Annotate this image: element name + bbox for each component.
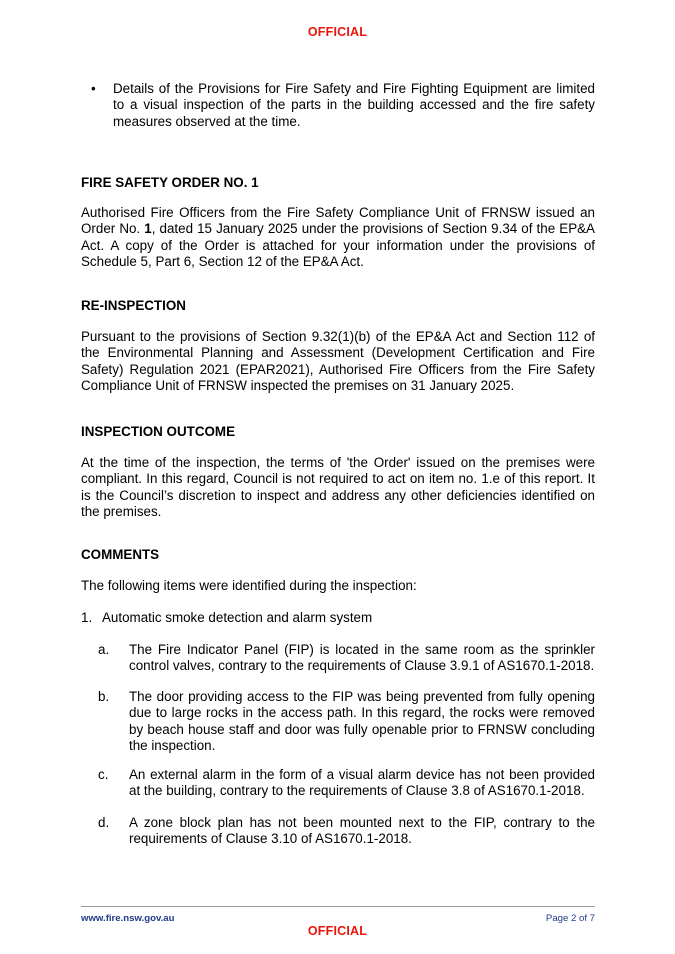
sub-item-letter: c. xyxy=(98,767,109,782)
section-body xyxy=(81,205,595,270)
sub-item-text: The Fire Indicator Panel (FIP) is located in the same room as the sprinkler control valves, contrary to the requirements of Clause 3.9.1 of AS1670.1-2018. xyxy=(129,642,595,674)
section-heading: RE-INSPECTION xyxy=(81,298,186,313)
order-paragraph xyxy=(81,205,595,270)
sub-item xyxy=(98,767,595,800)
order-number: 1 xyxy=(144,221,152,237)
footer-divider xyxy=(81,906,595,907)
sub-item-text: The door providing access to the FIP was being prevented from fully opening due to large rocks in the access path. In this regard, the rocks were removed by beach house staff and door was fully openable prior to FRNSW concluding the inspection. xyxy=(129,689,595,753)
numbered-item xyxy=(81,610,595,626)
sub-item-text: A zone block plan has not been mounted next to the FIP, contrary to the requirements of Clause 3.10 of AS1670.1-2018. xyxy=(129,815,595,847)
section-heading: FIRE SAFETY ORDER NO. 1 xyxy=(81,175,259,190)
sub-item-letter: d. xyxy=(98,815,110,830)
sub-item-letter: a. xyxy=(98,642,110,657)
bullet-item xyxy=(91,81,595,130)
classification-header: OFFICIAL xyxy=(307,25,368,39)
section-body xyxy=(81,455,595,520)
footer-page-number: Page 2 of 7 xyxy=(545,913,595,924)
section-comments xyxy=(81,547,595,563)
footer-website: www.fire.nsw.gov.au xyxy=(81,913,175,924)
sub-item xyxy=(98,815,595,848)
bullet-icon: • xyxy=(91,81,96,96)
item-title: Automatic smoke detection and alarm system xyxy=(102,610,373,625)
sub-item xyxy=(98,642,595,675)
outcome-paragraph: At the time of the inspection, the terms of 'the Order' issued on the premises were compliant. In this regard, Council is not required to act on item no. 1.e of this report. It is the Council’s discretion to inspect and address any other deficiencies identified on the premises. xyxy=(81,455,595,519)
item-number: 1. xyxy=(81,610,93,625)
comments-intro-text: The following items were identified during the inspection: xyxy=(81,578,417,593)
section-fire-safety-order xyxy=(81,175,595,191)
classification-footer: OFFICIAL xyxy=(307,924,368,938)
comments-intro xyxy=(81,578,595,594)
section-body xyxy=(81,329,595,394)
sub-item xyxy=(98,689,595,754)
sub-item-letter: b. xyxy=(98,689,110,704)
reinspection-paragraph: Pursuant to the provisions of Section 9.32(1)(b) of the EP&A Act and Section 112 of the Environmental Planning and Assessment (Development Certification and Fire Safety) Regulation 2021 (EPAR2021), Authorised Fire Officers from the Fire Safety Compliance Unit of FRNSW inspected the premises on 31 January 2025. xyxy=(81,329,595,393)
section-heading: COMMENTS xyxy=(81,547,160,562)
sub-item-text: An external alarm in the form of a visual alarm device has not been provided at the building, contrary to the requirements of Clause 3.8 of AS1670.1-2018. xyxy=(129,767,595,799)
order-text-end: , dated 15 January 2025 under the provisions of Section 9.34 of the EP&A Act. A copy of the Order is attached for your information under the provisions of Schedule 5, Part 6, Section 12 of the EP&A Act. xyxy=(81,221,595,269)
order-text-start: Authorised Fire Officers from the Fire Safety Compliance Unit of FRNSW issued an Order No. xyxy=(81,205,595,237)
bullet-text: Details of the Provisions for Fire Safety and Fire Fighting Equipment are limited to a visual inspection of the parts in the building accessed and the fire safety measures observed at the time. xyxy=(113,81,595,129)
section-inspection-outcome xyxy=(81,424,595,440)
section-heading: INSPECTION OUTCOME xyxy=(81,424,235,439)
section-reinspection xyxy=(81,298,595,314)
